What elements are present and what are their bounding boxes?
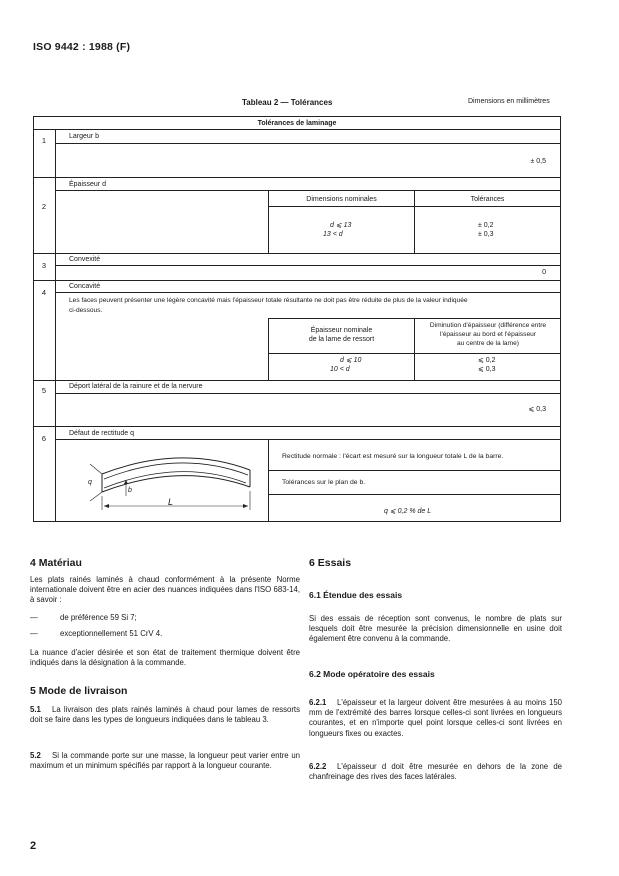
section-5-2-number: 5.2 xyxy=(30,751,41,760)
straightness-diagram xyxy=(80,446,265,518)
section-6-1-title: 6.1 Étendue des essais xyxy=(309,590,403,600)
row5-value: ⩽ 0,3 xyxy=(528,406,546,413)
fig-label-q: q xyxy=(88,479,92,486)
row4-col2-head-3: au centre de la lame) xyxy=(457,340,519,347)
section-6-2-title: 6.2 Mode opératoire des essais xyxy=(309,669,435,679)
row2-tol-1: ± 0,2 xyxy=(478,222,494,229)
section-6-2-1-text: L'épaisseur et la largeur doivent être mesurées à au moins 150 mm de l'extrémité des barres lorsque celles-ci sont livrées en longueurs courantes, et en n'importe quel point lorsque celles-ci sont livrées en longueurs fixes ou exactes. xyxy=(309,698,562,738)
row4-col1-head-2: de la lame de ressort xyxy=(308,336,375,343)
section-6-1-text: Si des essais de réception sont convenus, le nombre de plats sur lesquels doit être mesurée la précision dimensionnelle en usine doit également être convenu à la commande. xyxy=(309,614,562,644)
row4-col1-head-1: Épaisseur nominale xyxy=(310,327,373,334)
row2-col2-head: Tolérances xyxy=(470,196,505,203)
row1-label: Largeur b xyxy=(69,133,99,140)
section-4-list-2: exceptionnellement 51 CrV 4. xyxy=(60,629,163,638)
section-4-title: 4 Matériau xyxy=(30,557,82,569)
page-number: 2 xyxy=(30,840,37,852)
document-id: ISO 9442 : 1988 (F) xyxy=(33,41,131,53)
row2-nominal-1: d ⩽ 13 xyxy=(330,222,352,229)
row4-col2-head-2: l'épaisseur au bord et l'épaisseur xyxy=(440,331,536,338)
table-heading: Tolérances de laminage xyxy=(257,120,337,127)
row4-note-2: ci-dessous. xyxy=(69,307,103,314)
row2-tol-2: ± 0,3 xyxy=(478,231,494,238)
section-4-para-2: La nuance d'acier désirée et son état de traitement thermique doivent être indiqués dans la désignation à la commande. xyxy=(30,648,300,668)
fig-label-b: b xyxy=(128,487,132,494)
row2-nominal-2: 13 < d xyxy=(323,231,343,238)
row3-label: Convexité xyxy=(69,256,101,263)
fig-label-L: L xyxy=(168,497,174,507)
row4-nominal-2: 10 < d xyxy=(330,366,350,373)
section-5-1-number: 5.1 xyxy=(30,705,41,714)
row-number-6: 6 xyxy=(41,434,47,443)
row4-col2-head-1: Diminution d'épaisseur (différence entre xyxy=(429,322,547,329)
row2-col1-head: Dimensions nominales xyxy=(306,196,377,203)
section-4-para-1: Les plats rainés laminés à chaud conformément à la présente Norme internationale doivent être en acier des nuances indiquées dans l'ISO 683-14, à savoir : xyxy=(30,575,300,605)
row1-value: ± 0,5 xyxy=(530,158,546,165)
table-caption: Tableau 2 — Tolérances xyxy=(242,98,333,107)
row4-nominal-1: d ⩽ 10 xyxy=(340,357,362,364)
row6-formula: q ⩽ 0,2 % de L xyxy=(384,508,432,515)
row2-label: Épaisseur d xyxy=(69,181,106,188)
row6-label: Défaut de rectitude q xyxy=(69,430,134,437)
section-6-title: 6 Essais xyxy=(309,557,352,569)
section-5-title: 5 Mode de livraison xyxy=(30,685,128,697)
row-number-5: 5 xyxy=(41,386,47,395)
section-5-2-text: Si la commande porte sur une masse, la longueur peut varier entre un maximum et un minimum spécifiés par rapport à la longueur courante. xyxy=(30,751,300,771)
row-number-3: 3 xyxy=(41,261,47,270)
row6-rect-normal: Rectitude normale : l'écart est mesuré sur la longueur totale L de la barre. xyxy=(282,453,504,460)
row4-red-2: ⩽ 0,3 xyxy=(478,366,496,373)
row6-tol-plan: Tolérances sur le plan de b. xyxy=(282,479,366,486)
row4-red-1: ⩽ 0,2 xyxy=(478,357,496,364)
row3-value: 0 xyxy=(542,269,546,276)
table-units: Dimensions en millimètres xyxy=(468,98,550,105)
row4-note-1: Les faces peuvent présenter une légère concavité mais l'épaisseur totale résultante ne doit pas être réduite de plus de la valeur indiquée xyxy=(69,297,468,304)
section-4-list-1: de préférence 59 Si 7; xyxy=(60,613,137,622)
section-5-1-text: La livraison des plats rainés laminés à chaud pour lames de ressorts doit se faire dans les types de longueurs indiquées dans le tableau 3. xyxy=(30,705,300,725)
section-6-2-2-number: 6.2.2 xyxy=(309,762,327,771)
section-4-list-dash-2: — xyxy=(30,629,38,638)
section-6-2-1-number: 6.2.1 xyxy=(309,698,327,707)
row-number-1: 1 xyxy=(41,136,47,145)
row-number-2: 2 xyxy=(41,202,47,211)
row5-label: Déport latéral de la rainure et de la nervure xyxy=(69,383,203,390)
row4-label: Concavité xyxy=(69,283,101,290)
section-6-2-2-text: L'épaisseur d doit être mesurée en dehors de la zone de chanfreinage des rives des faces latérales. xyxy=(309,762,562,782)
section-4-list-dash-1: — xyxy=(30,613,38,622)
row-number-4: 4 xyxy=(41,288,47,297)
